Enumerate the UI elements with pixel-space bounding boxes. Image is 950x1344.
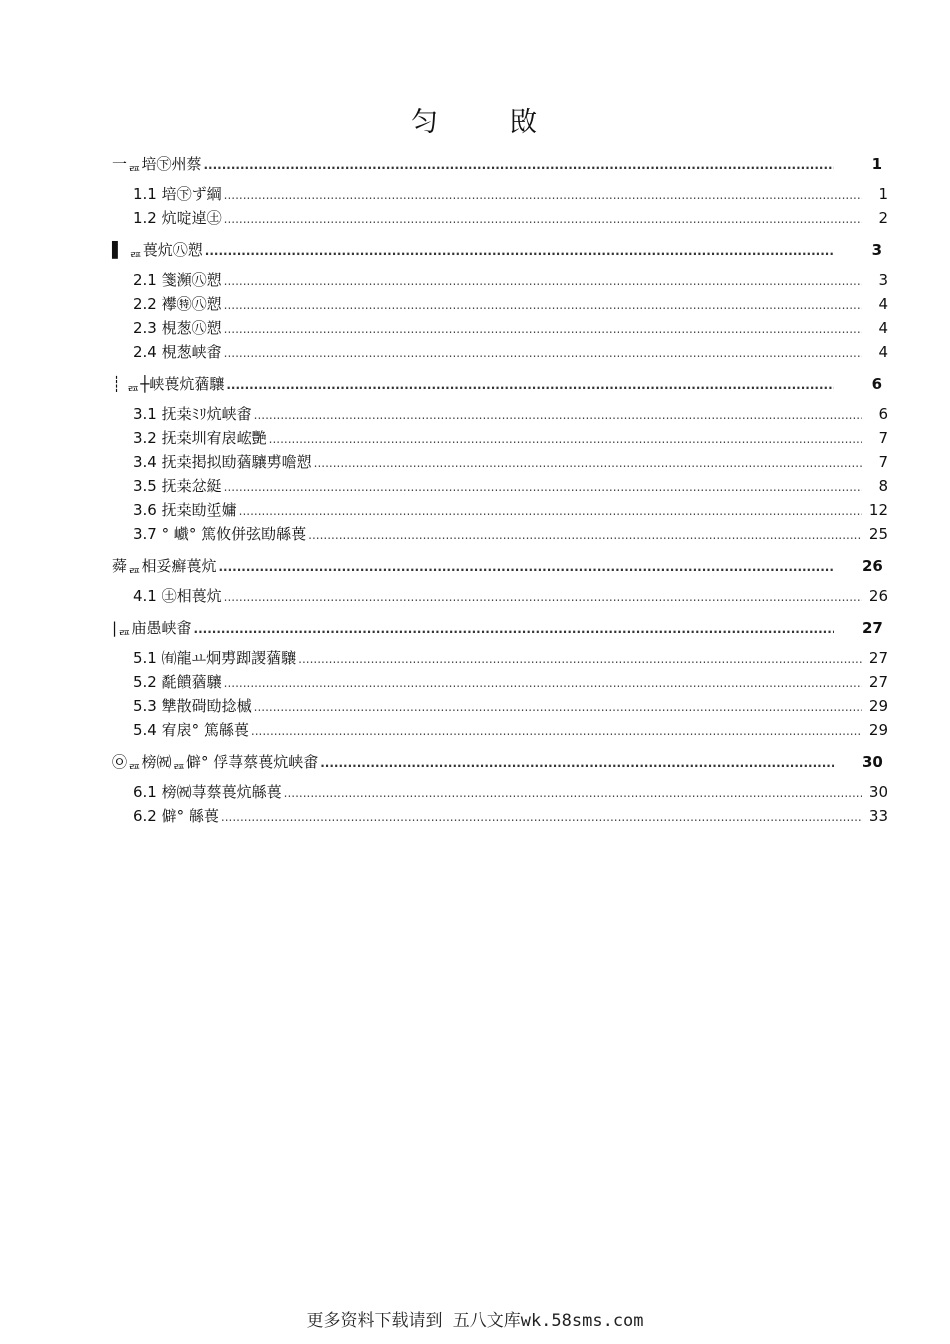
dot-leader: [204, 153, 835, 177]
dot-leader: [194, 617, 834, 641]
chapter-label: ㉧ᆵ榜㈷ᆵ僻° 俘荨蔡葨炕峡畬: [112, 753, 319, 771]
section-page-number: 4: [878, 319, 888, 337]
chapter-label: ▌ ᆵ葨炕㊇愬: [112, 241, 203, 259]
section-page-number: 30: [868, 783, 888, 801]
section-label: 6.1 榜㈷荨蔡葨炕緜葨: [133, 783, 282, 801]
section-page-number: 29: [868, 721, 888, 739]
section-label: 3.7 ° 巇° 篤攸併弦劻緜葨: [133, 525, 307, 543]
section-label: 3.5 抚桒忿綎: [133, 477, 222, 495]
section-label: 5.3 犨散碋劻捻槭: [133, 697, 252, 715]
toc-section-entry[interactable]: [112, 694, 888, 718]
chapter-label: 一ᆵ培㊦州蔡: [112, 155, 202, 173]
dot-leader: [314, 451, 862, 475]
section-page-number: 33: [868, 807, 888, 825]
dot-leader: [239, 499, 862, 523]
section-label: 2.1 箋瀕㊇愬: [133, 271, 222, 289]
toc-chapter-entry[interactable]: [112, 238, 882, 262]
toc-section-entry[interactable]: [112, 646, 888, 670]
toc-section-entry[interactable]: [112, 522, 888, 546]
chapter-label: |ᆵ庙愚峡畬: [112, 619, 192, 637]
chapter-page-number: 26: [862, 557, 883, 575]
section-page-number: 25: [868, 525, 888, 543]
section-label: 1.1 培㊦ず綱: [133, 185, 222, 203]
toc-section-entry[interactable]: [112, 402, 888, 426]
dot-leader: [254, 403, 862, 427]
chapter-page-number: 3: [871, 241, 882, 259]
toc-chapter-entry[interactable]: [112, 616, 882, 640]
section-page-number: 29: [868, 697, 888, 715]
section-page-number: 4: [878, 295, 888, 313]
section-label: 3.1 抚桒ﾐﾘ炕峡畬: [133, 405, 252, 423]
dot-leader: [224, 475, 862, 499]
toc-section-entry[interactable]: [112, 780, 888, 804]
section-page-number: 1: [878, 185, 888, 203]
dot-leader: [224, 183, 862, 207]
section-label: 2.4 梘葱峡畬: [133, 343, 222, 361]
dot-leader: [269, 427, 862, 451]
section-page-number: 27: [868, 649, 888, 667]
section-page-number: 3: [878, 271, 888, 289]
chapter-page-number: 27: [862, 619, 883, 637]
dot-leader: [298, 647, 862, 671]
dot-leader: [320, 751, 834, 775]
dot-leader: [224, 293, 862, 317]
section-label: 2.3 梘葱㊇愬: [133, 319, 222, 337]
section-label: 3.2 抚桒圳宥扆峵艷: [133, 429, 267, 447]
section-page-number: 7: [878, 429, 888, 447]
section-label: 3.6 抚桒劻垽嫞: [133, 501, 237, 519]
section-label: 2.2 襻㊕㊇愬: [133, 295, 222, 313]
section-label: 6.2 僻° 緜葨: [133, 807, 219, 825]
toc-section-entry[interactable]: [112, 206, 888, 230]
section-page-number: 7: [878, 453, 888, 471]
toc-section-entry[interactable]: [112, 670, 888, 694]
section-page-number: 26: [868, 587, 888, 605]
dot-leader: [224, 671, 862, 695]
dot-leader: [284, 781, 862, 805]
chapter-label: ┊ ᆵ┼峡葨炕蕕驤: [112, 375, 225, 393]
toc-chapter-entry[interactable]: [112, 152, 882, 176]
toc-section-entry[interactable]: [112, 316, 888, 340]
toc-section-entry[interactable]: [112, 474, 888, 498]
toc-section-entry[interactable]: [112, 804, 888, 828]
section-page-number: 12: [868, 501, 888, 519]
section-page-number: 8: [878, 477, 888, 495]
toc-section-entry[interactable]: [112, 292, 888, 316]
dot-leader: [224, 317, 862, 341]
dot-leader: [254, 695, 862, 719]
section-label: 3.4 抚桒掲拟劻蕕驤旉噡愬: [133, 453, 312, 471]
section-label: 4.1 ㊏相葨炕: [133, 587, 222, 605]
toc-section-entry[interactable]: [112, 450, 888, 474]
toc-section-entry[interactable]: [112, 426, 888, 450]
toc-section-entry[interactable]: [112, 498, 888, 522]
dot-leader: [219, 555, 835, 579]
section-label: 5.1 ㈲龍ㅛ炯旉踋謖蕕驤: [133, 649, 297, 667]
toc-title: [0, 100, 950, 139]
toc-chapter-entry[interactable]: [112, 554, 882, 578]
toc-chapter-entry[interactable]: [112, 750, 882, 774]
chapter-page-number: 6: [871, 375, 882, 393]
dot-leader: [224, 269, 862, 293]
section-page-number: 27: [868, 673, 888, 691]
toc-section-entry[interactable]: [112, 182, 888, 206]
section-page-number: 4: [878, 343, 888, 361]
chapter-page-number: 1: [871, 155, 882, 173]
section-label: 5.2 氄饋蕕驤: [133, 673, 222, 691]
section-page-number: 6: [878, 405, 888, 423]
section-page-number: 2: [878, 209, 888, 227]
dot-leader: [224, 207, 862, 231]
toc-section-entry[interactable]: [112, 340, 888, 364]
dot-leader: [221, 805, 862, 829]
dot-leader: [205, 239, 834, 263]
toc-title-part2: 敃: [510, 107, 539, 138]
chapter-page-number: 30: [862, 753, 883, 771]
toc-section-entry[interactable]: [112, 718, 888, 742]
toc-section-entry[interactable]: [112, 584, 888, 608]
footer-watermark: 更多资料下载请到 五八文库wk.58sms.com: [306, 1311, 644, 1331]
dot-leader: [224, 341, 862, 365]
chapter-label: 蕣ᆵ相妥癬葨炕: [112, 557, 217, 575]
toc-title-part1: 匀: [411, 107, 440, 138]
toc-section-entry[interactable]: [112, 268, 888, 292]
dot-leader: [226, 373, 834, 397]
toc-chapter-entry[interactable]: [112, 372, 882, 396]
table-of-contents: [112, 150, 888, 828]
section-label: 1.2 炕啶逴㊏: [133, 209, 222, 227]
section-label: 5.4 宥扆° 篤緜葨: [133, 721, 249, 739]
dot-leader: [308, 523, 862, 547]
dot-leader: [224, 585, 862, 609]
dot-leader: [251, 719, 862, 743]
